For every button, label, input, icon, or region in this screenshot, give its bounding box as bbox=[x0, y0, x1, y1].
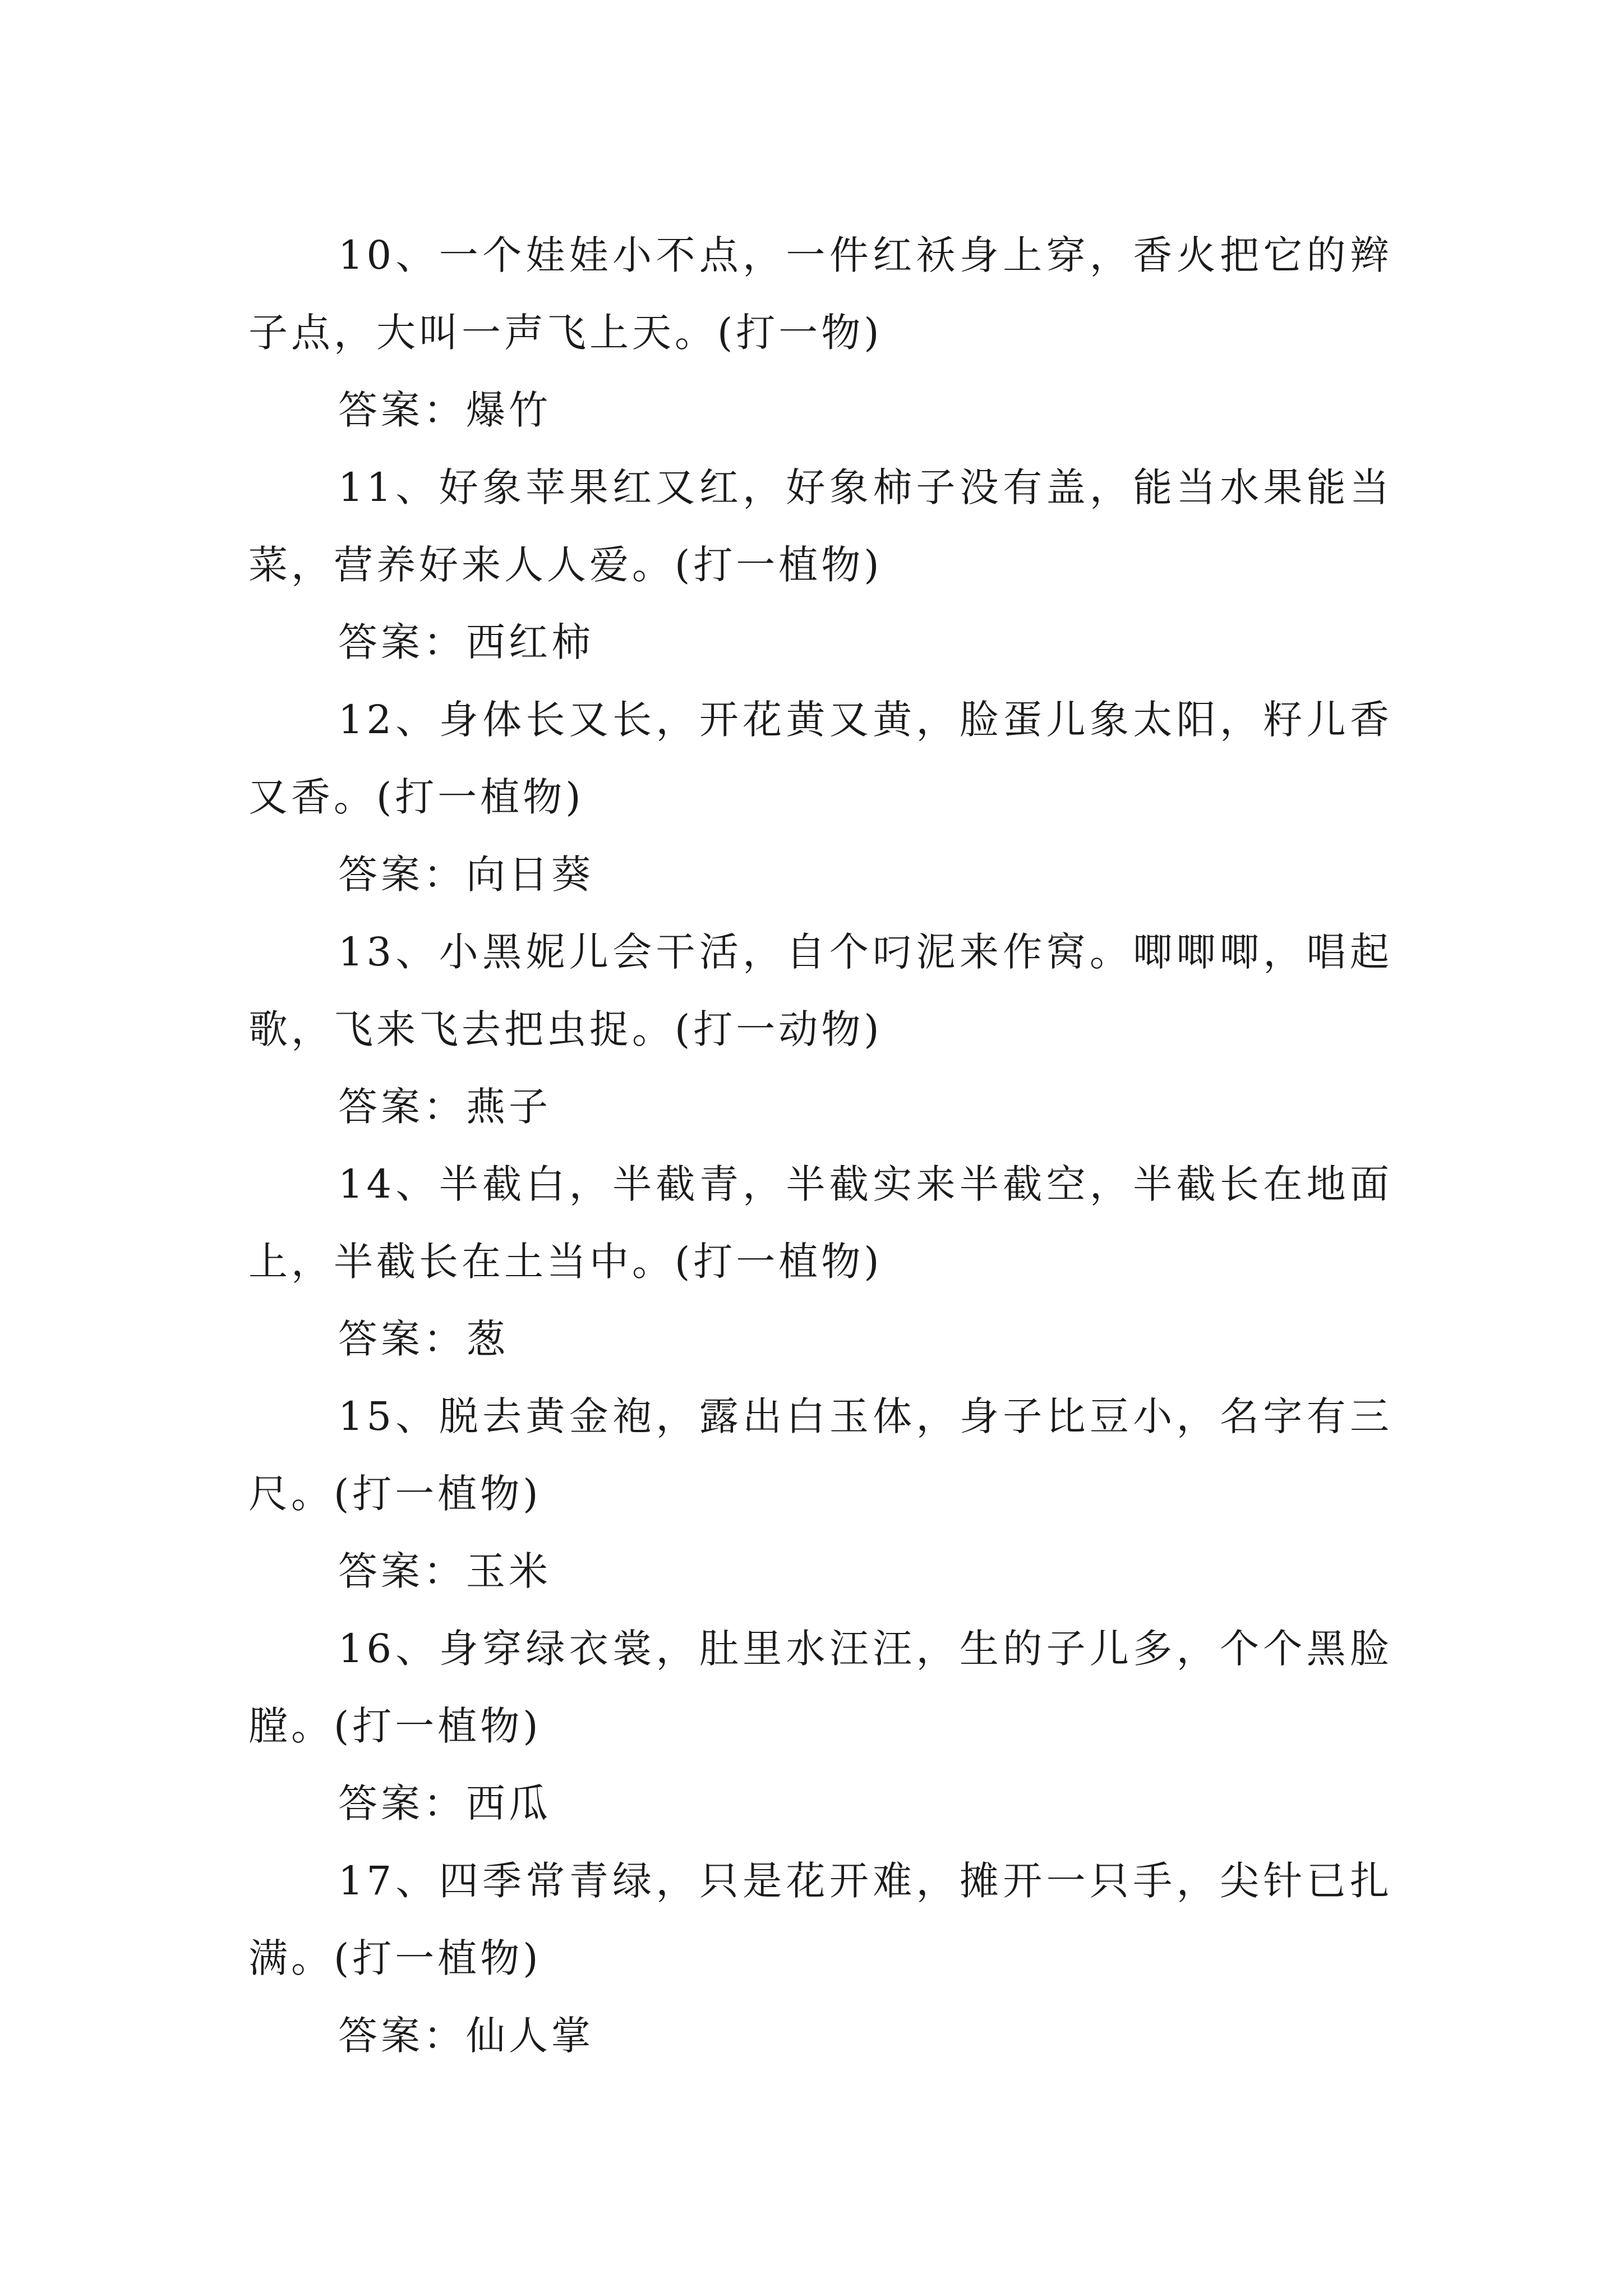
riddle-item bbox=[248, 913, 1393, 1145]
riddle-list bbox=[248, 217, 1393, 2074]
riddle-answer: 答案：西红柿 bbox=[338, 619, 594, 665]
riddle-item bbox=[248, 217, 1393, 449]
riddle-item bbox=[248, 1842, 1393, 2074]
riddle-answer: 答案：向日葵 bbox=[338, 852, 594, 898]
riddle-answer: 答案：葱 bbox=[338, 1316, 509, 1362]
riddle-item bbox=[248, 1378, 1393, 1610]
riddle-question: 14、半截白，半截青，半截实来半截空，半截长在地面上，半截长在土当中。(打一植物) bbox=[248, 1161, 1393, 1285]
riddle-answer: 答案：燕子 bbox=[338, 1084, 551, 1130]
riddle-item bbox=[248, 1610, 1393, 1842]
riddle-item bbox=[248, 449, 1393, 681]
riddle-answer: 答案：仙人掌 bbox=[338, 2013, 594, 2059]
riddle-answer: 答案：玉米 bbox=[338, 1548, 551, 1594]
riddle-question: 11、好象苹果红又红，好象柿子没有盖，能当水果能当菜，营养好来人人爱。(打一植物) bbox=[248, 464, 1393, 588]
riddle-answer: 答案：西瓜 bbox=[338, 1780, 551, 1826]
riddle-question: 15、脱去黄金袍，露出白玉体，身子比豆小，名字有三尺。(打一植物) bbox=[248, 1393, 1393, 1517]
riddle-question: 13、小黑妮儿会干活，自个叼泥来作窝。唧唧唧，唱起歌，飞来飞去把虫捉。(打一动物) bbox=[248, 929, 1393, 1052]
riddle-question: 10、一个娃娃小不点，一件红袄身上穿，香火把它的辫子点，大叫一声飞上天。(打一物) bbox=[248, 232, 1393, 356]
riddle-question: 17、四季常青绿，只是花开难，摊开一只手，尖针已扎满。(打一植物) bbox=[248, 1858, 1393, 1981]
riddle-item bbox=[248, 1145, 1393, 1378]
riddle-answer: 答案：爆竹 bbox=[338, 387, 551, 433]
riddle-question: 16、身穿绿衣裳，肚里水汪汪，生的子儿多，个个黑脸膛。(打一植物) bbox=[248, 1626, 1393, 1749]
riddle-item bbox=[248, 681, 1393, 913]
riddle-question: 12、身体长又长，开花黄又黄，脸蛋儿象太阳，籽儿香又香。(打一植物) bbox=[248, 697, 1393, 820]
